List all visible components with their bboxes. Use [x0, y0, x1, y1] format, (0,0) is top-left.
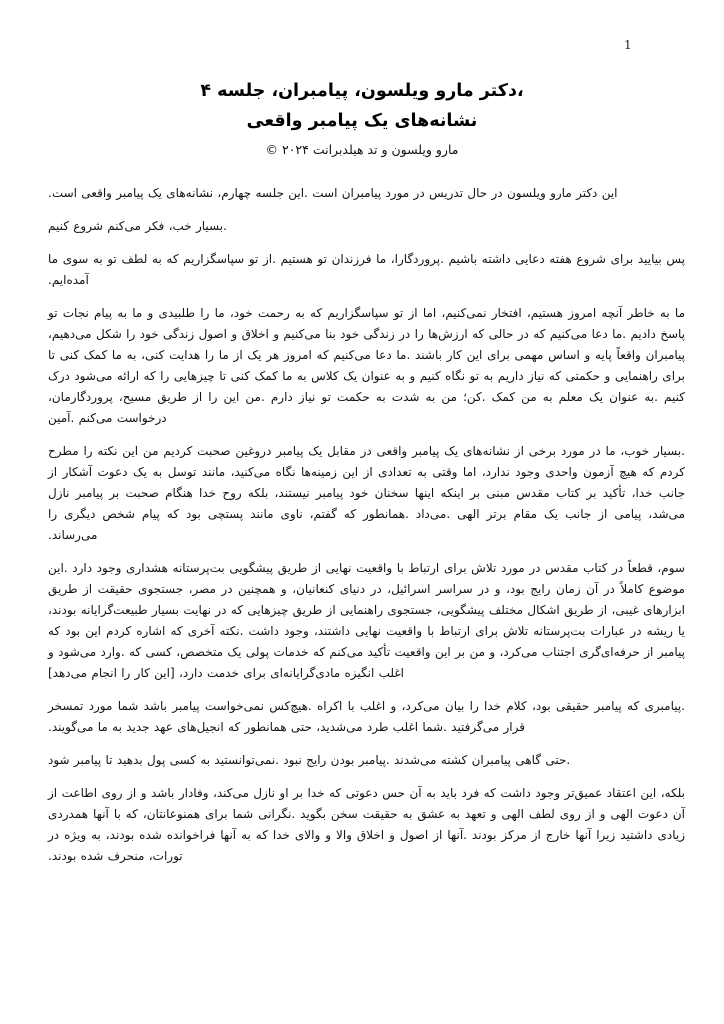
body-paragraph: این دکتر مارو ویلسون در حال تدریس در مورد پیامبران است .این جلسه چهارم، نشانه‌های یک پیامبر واقعی است. [48, 186, 618, 200]
body-paragraph: پس بیایید برای شروع هفته دعایی داشته باشیم .پروردگارا، ما فرزندان تو هستیم .از تو سپاسگزاریم که به لطف تو به سوی ما آمده‌ایم. [48, 252, 685, 287]
page-number: 1 [624, 38, 632, 52]
byline-copyright: مارو ویلسون و تد هیلدبرانت ۲۰۲۴ © [265, 142, 459, 157]
body-paragraph: ما به خاطر آنچه امروز هستیم، افتخار نمی‌کنیم، اما از تو سپاسگزاریم که به رحمت خود، ما را طلبیدی و ما به پیام نجات تو پاسخ دادیم .ما دعا می‌کنیم که در حالی که ارزش‌ها را در زندگی خود بنا می‌کنیم و اخلاق و اصول زندگی خود را شکل می‌دهیم، پیامبران واقعاً پایه و اساس مهمی برای این کار باشند .ما دعا می‌کنیم که امروز هر یک از ما را هدایت کنی، به ما کمک کنی تا برای راهنمایی و حکمتی که نیاز داریم به تو نگاه کنیم و به عنوان یک کلاس به ما کمک کنی تا چیزهایی را که ارائه می‌شود درک کنیم .به عنوان یک معلم به من کمک .کن؛ من به شدت به حکمت تو نیاز دارم .من این را از طریق مسیح، پروردگارمان، درخواست می‌کنم .آمین [48, 306, 685, 425]
body-paragraph: .بسیار خوب، ما در مورد برخی از نشانه‌های یک پیامبر واقعی در مقابل یک پیامبر دروغین صحبت کردیم من این نکته را مطرح کردم که هیچ آزمون واحدی وجود ندارد، اما وقتی به تعدادی از این زمینه‌ها نگاه می‌کنید، مانند توسل به یک دعوت آشکار از جانب خدا، تأکید بر کتاب مقدس مبنی بر اینکه اینها سخنان خود پیامبر نیستند، بلکه روح خدا هنگام صحبت بر پیامبر نازل می‌شد، پیامی از جانب یک مقام برتر الهی .می‌داد .همانطور که گفتم، ناوی مانند پستچی بود که پیام شخص دیگری را می‌رساند. [48, 444, 685, 542]
document-body [0, 183, 724, 867]
body-paragraph: .بسیار خب، فکر می‌کنم شروع کنیم [48, 219, 227, 233]
title-line-1: ،دکتر مارو ویلسون، پیامبران، جلسه ۴ [200, 81, 524, 101]
document-header [0, 0, 724, 159]
body-paragraph: سوم، قطعاً در کتاب مقدس در مورد تلاش برای ارتباط با واقعیت نهایی از طریق پیشگویی بت‌پرستانه هشداری وجود دارد .این موضوع کاملاً در آن زمان رایج بود، و در سراسر اسرائیل، در دنیای کنعانیان، و همچنین در مصر، جستجوی حقیقت از طریق ابزارهای غیبی، از طریق اشکال مختلف پیشگویی، جستجوی راهنمایی از طریق چیزهایی که در نهایت بسیار طبیعت‌گرایانه بودند، یا ریشه در عبارات بت‌پرستانه تلاش برای ارتباط با واقعیت نهایی داشتند، وجود داشت .نکته آخری که اشاره کردم این بود که پیامبر از حرفه‌ای‌گری اجتناب می‌کرد، و من بر این واقعیت تأکید می‌کنم که خدمات پولی یک متخصص، کسی که .وارد می‌شود و اغلب انگیزه مادی‌گرایانه‌ای برای خدمت دارد، [این کار را انجام می‌دهد] [48, 561, 685, 680]
body-paragraph: .پیامبری که پیامبر حقیقی بود، کلام خدا را بیان می‌کرد، و اغلب با اکراه .هیچ‌کس نمی‌خواست پیامبر باشد شما مورد تمسخر قرار می‌گرفتید .شما اغلب طرد می‌شدید، حتی همانطور که انجیل‌های عهد جدید به ما می‌گویند. [48, 699, 685, 734]
title-line-2: نشانه‌های یک پیامبر واقعی [246, 111, 478, 131]
body-paragraph: بلکه، این اعتقاد عمیق‌تر وجود داشت که فرد باید به آن حس دعوتی که خدا بر او نازل می‌کند، وفادار باشد و از روی اطاعت از آن دعوت الهی و از روی لطف الهی و تعهد به عشق به حقیقت سخن بگوید .نگرانی شما برای همنوعانتان، که با آنها همدردی زیادی داشتید زیرا آنها خارج از مرکز بودند .آنها از اصول و اخلاق والا و والای خدا که به آنها فراخوانده شده بودند، به ویژه در تورات، منحرف شده بودند. [48, 786, 685, 863]
body-paragraph: .حتی گاهی پیامبران کشته می‌شدند .پیامبر بودن رایج نبود .نمی‌توانستید به کسی پول بدهید تا پیامبر شود [48, 753, 571, 767]
